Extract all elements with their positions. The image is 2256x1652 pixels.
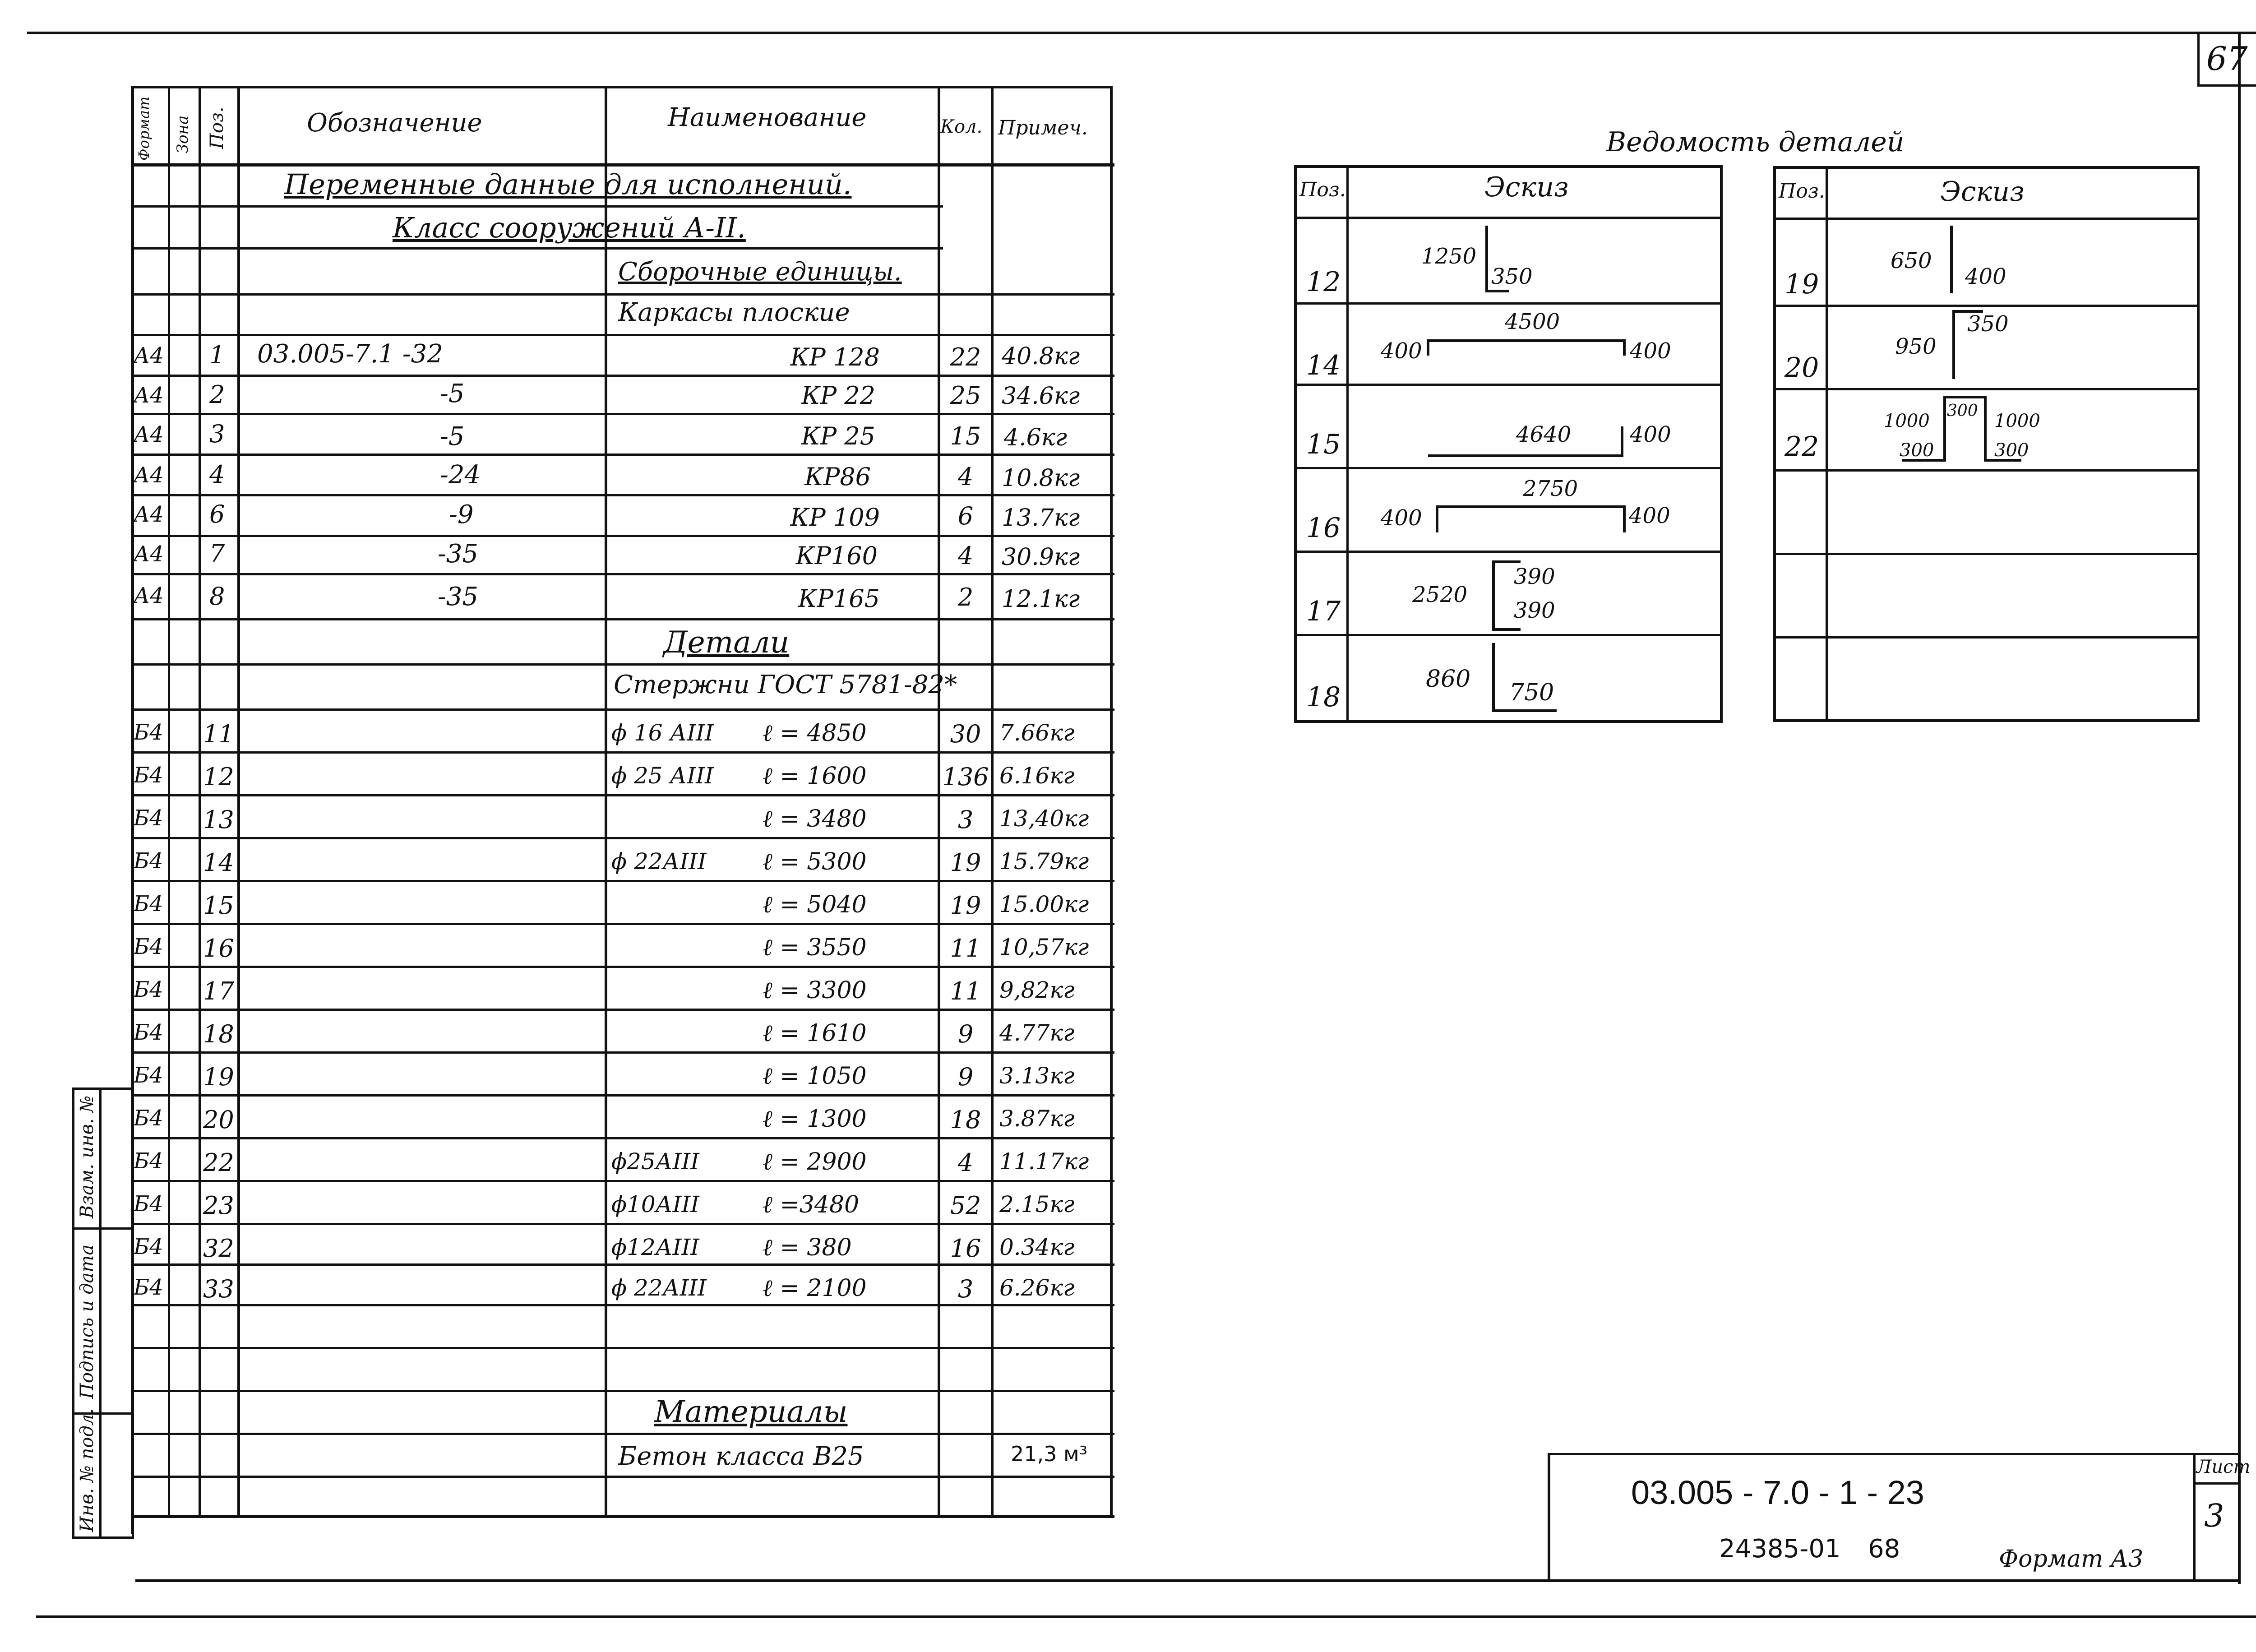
sketch-dimension-label: 350 [1491,264,1533,289]
table-row-length: ℓ =3480 [763,1191,860,1218]
table-row-name: КР 25 [801,422,875,450]
sketch-dimension-label: 1250 [1421,244,1477,269]
table-row-length: ℓ = 3300 [763,977,867,1004]
table-row-qty: 4 [957,1148,974,1177]
table-row-format: Б4 [134,1234,163,1259]
sketch-right-pos-header: Поз. [1779,180,1825,203]
table-row-note: 6.26кг [999,1275,1075,1301]
table-row-diameter: ϕ 16 АIII [611,720,714,746]
sketch-dimension-label: 4500 [1505,309,1560,334]
table-row-length: ℓ = 3480 [763,805,867,833]
table-row-format: А4 [134,343,164,368]
table-row-qty: 4 [957,541,974,570]
header-pos: Поз. [207,106,227,149]
header-name: Наименование [668,103,867,132]
document-code: 03.005 - 7.0 - 1 - 23 [1631,1474,1924,1511]
table-row-pos: 33 [203,1275,234,1303]
sketch-dimension-label: 4640 [1516,422,1572,447]
table-row-name: КР 22 [801,381,875,410]
sketch-dimension-label: 950 [1895,334,1937,359]
table-row-qty: 2 [957,583,974,611]
table-row-note: 12.1кг [1002,586,1080,613]
sketch-dimension-label: 350 [1967,311,2009,337]
table-row-length: ℓ = 5300 [763,848,867,875]
table-row-name: КР 109 [790,503,880,532]
table-row-diameter: ϕ 22АIII [611,1275,707,1301]
table-row-qty: 22 [950,343,981,371]
table-row-length: ℓ = 5040 [763,891,867,918]
table-row-qty: 11 [950,934,981,963]
table-row-format: Б4 [134,1106,163,1131]
header-format: Формат [135,96,153,161]
sketch-title: Ведомость деталей [1606,126,1905,158]
table-row-format: А4 [134,541,164,567]
table-row-pos: 11 [203,720,234,748]
table-row-note: 15.00кг [999,891,1089,917]
sketch-pos-number: 12 [1306,266,1341,298]
sketch-dimension-label: 390 [1514,564,1555,589]
table-row-note: 4.6кг [1004,424,1068,451]
sketch-pos-number: 16 [1306,512,1341,544]
table-row-note: 9,82кг [999,977,1075,1003]
table-row-format: А4 [134,463,164,488]
sketch-left-sketch-header: Эскиз [1484,171,1569,203]
table-row-length: ℓ = 2900 [763,1148,867,1175]
frames-header: Каркасы плоские [618,298,850,327]
table-row-length: ℓ = 3550 [763,934,867,961]
table-row-format: А4 [134,583,164,608]
table-row-qty: 52 [950,1191,981,1220]
sketch-dimension-label: 2750 [1523,476,1578,501]
table-row-format: Б4 [134,977,163,1002]
sketch-pos-number: 20 [1784,352,1819,384]
table-row-pos: 19 [203,1063,234,1091]
table-row-pos: 12 [203,763,234,791]
table-row-name: КР165 [798,584,880,613]
table-row-diameter: ϕ 25 АIII [611,763,714,789]
material-name: Бетон класса В25 [618,1442,864,1471]
table-row-note: 11.17кг [999,1148,1089,1175]
table-row-note: 30.9кг [1002,544,1080,571]
header-designation: Обозначение [307,108,482,138]
table-row-length: ℓ = 1610 [763,1020,867,1047]
table-row-length: ℓ = 380 [763,1234,852,1261]
table-row-note: 7.66кг [999,720,1075,746]
table-row-pos: 22 [203,1148,234,1177]
sketch-dimension-label: 390 [1514,598,1555,623]
table-row-qty: 136 [942,763,989,791]
sketch-pos-number: 19 [1784,268,1819,300]
table-row-designation: -35 [438,582,479,611]
table-row-pos: 1 [209,341,225,369]
table-row-qty: 30 [950,720,981,748]
table-row-diameter: ϕ12АIII [611,1234,699,1260]
table-row-note: 13.7кг [1002,504,1080,532]
table-row-diameter: ϕ10АIII [611,1191,699,1217]
table-row-note: 34.6кг [1002,383,1080,410]
table-row-qty: 6 [957,502,974,530]
table-row-pos: 18 [203,1020,234,1048]
table-row-length: ℓ = 2100 [763,1275,867,1302]
table-row-format: Б4 [134,1148,163,1174]
materials-header: Материалы [654,1394,848,1429]
table-row-length: ℓ = 1050 [763,1063,867,1090]
table-row-diameter: ϕ25АIII [611,1148,699,1175]
sketch-pos-number: 22 [1784,431,1819,463]
sketch-dimension-label: 300 [1947,402,1978,420]
table-row-pos: 6 [209,500,225,528]
table-row-format: Б4 [134,891,163,916]
table-row-pos: 8 [209,582,225,611]
table-row-pos: 32 [203,1234,234,1263]
assemblies-header: Сборочные единицы. [618,257,902,287]
table-row-pos: 3 [209,420,225,448]
header-zone: Зона [174,115,192,153]
header-qty: Кол. [940,116,983,137]
sketch-dimension-label: 400 [1381,505,1422,531]
table-row-length: ℓ = 4850 [763,720,867,747]
table-row-qty: 9 [957,1063,974,1091]
sketch-dimension-label: 860 [1426,666,1471,693]
footer-number: 24385-01 [1719,1534,1841,1564]
sketch-dimension-label: 400 [1965,264,2006,289]
table-row-pos: 20 [203,1106,234,1134]
table-row-note: 10,57кг [999,934,1089,960]
sketch-dimension-label: 400 [1630,422,1671,447]
sheet-number: 3 [2204,1497,2224,1534]
table-row-pos: 13 [203,805,234,834]
table-row-designation: -35 [438,539,479,569]
table-row-qty: 3 [957,1275,974,1303]
table-row-diameter: ϕ 22АIII [611,848,707,875]
sketch-dimension-label: 400 [1630,338,1671,364]
table-row-designation: -24 [440,460,481,490]
table-row-format: А4 [134,422,164,447]
table-row-format: Б4 [134,1275,163,1300]
table-row-note: 0.34кг [999,1234,1075,1260]
table-row-pos: 14 [203,848,234,877]
table-row-length: ℓ = 1300 [763,1106,867,1133]
table-row-designation: 03.005-7.1 -32 [257,339,443,369]
stamp-signature-date: Подпись и дата [77,1244,97,1399]
sketch-right-sketch-header: Эскиз [1940,176,2025,208]
table-row-qty: 19 [950,848,981,877]
table-row-format: Б4 [134,805,163,831]
table-row-name: КР160 [795,541,878,570]
sketch-dimension-label: 650 [1891,248,1932,273]
rods-header: Стержни ГОСТ 5781-82* [614,670,957,699]
table-row-pos: 15 [203,891,234,920]
sketch-dimension-label: 400 [1381,338,1422,364]
sketch-pos-number: 18 [1306,681,1341,713]
table-row-qty: 9 [957,1020,974,1048]
table-row-pos: 16 [203,934,234,963]
table-row-note: 3.13кг [999,1063,1075,1089]
table-row-format: А4 [134,383,164,408]
table-row-format: Б4 [134,720,163,745]
sheet-label: Лист [2196,1457,2251,1477]
table-row-qty: 11 [950,977,981,1005]
stamp-inv-exchange: Взам. инв. № [77,1095,97,1218]
sketch-dimension-label: 1000 [1884,411,1930,431]
table-row-note: 4.77кг [999,1020,1075,1046]
table-row-format: А4 [134,502,164,527]
table-row-length: ℓ = 1600 [763,763,867,790]
table-row-designation: -5 [440,422,465,451]
title-block-frame [1548,1453,2241,1455]
table-row-format: Б4 [134,848,163,874]
table-row-designation: -9 [449,500,474,529]
sketch-dimension-label: 300 [1994,440,2029,461]
table-row-qty: 16 [950,1234,981,1263]
sketch-dimension-label: 400 [1629,503,1670,528]
table-row-qty: 3 [957,805,974,834]
table-row-format: Б4 [134,763,163,788]
table-row-note: 2.15кг [999,1191,1075,1217]
sheet-top-number: 67 [2206,40,2248,78]
sketch-dimension-label: 300 [1900,440,1934,461]
table-row-note: 6.16кг [999,763,1075,789]
table-row-format: Б4 [134,1063,163,1088]
stamp-inv-original: Инв. № подл. [77,1408,97,1532]
table-row-note: 40.8кг [1002,343,1080,370]
header-note: Примеч. [998,116,1088,139]
table-row-note: 10.8кг [1002,465,1080,492]
table-row-note: 15.79кг [999,848,1089,875]
bar-16-shape [1437,507,1624,532]
section-title-2: Класс сооружений А-II. [393,211,746,244]
table-row-format: Б4 [134,934,163,959]
table-row-note: 13,40кг [999,805,1089,832]
sketch-pos-number: 15 [1306,429,1341,460]
sketch-dimension-label: 2520 [1412,582,1468,607]
table-row-qty: 19 [950,891,981,920]
table-row-format: Б4 [134,1191,163,1217]
table-row-pos: 4 [209,460,225,489]
table-row-qty: 4 [957,463,974,491]
table-row-name: КР 128 [790,343,880,371]
table-row-pos: 7 [209,539,225,568]
footer-format: Формат А3 [1999,1546,2144,1573]
sketch-dimension-label: 1000 [1994,411,2040,431]
sketch-pos-number: 17 [1306,596,1341,627]
table-row-qty: 15 [950,422,981,450]
table-row-note: 3.87кг [999,1106,1075,1132]
table-row-qty: 25 [950,381,981,410]
material-note: 21,3 м³ [1011,1442,1088,1466]
footer-copy: 68 [1868,1534,1900,1564]
bar-14-shape [1428,341,1624,356]
sketch-left-pos-header: Поз. [1299,178,1346,201]
sketch-pos-number: 14 [1306,350,1341,381]
table-row-pos: 23 [203,1191,234,1220]
table-row-format: Б4 [134,1020,163,1045]
table-row-pos: 17 [203,977,234,1005]
section-title-1: Переменные данные для исполнений. [284,168,852,201]
table-row-designation: -5 [440,379,465,408]
details-header: Детали [663,625,790,660]
table-row-qty: 18 [950,1106,981,1134]
sketch-dimension-label: 750 [1509,679,1554,706]
table-row-pos: 2 [209,380,225,409]
table-row-name: КР86 [804,463,871,491]
